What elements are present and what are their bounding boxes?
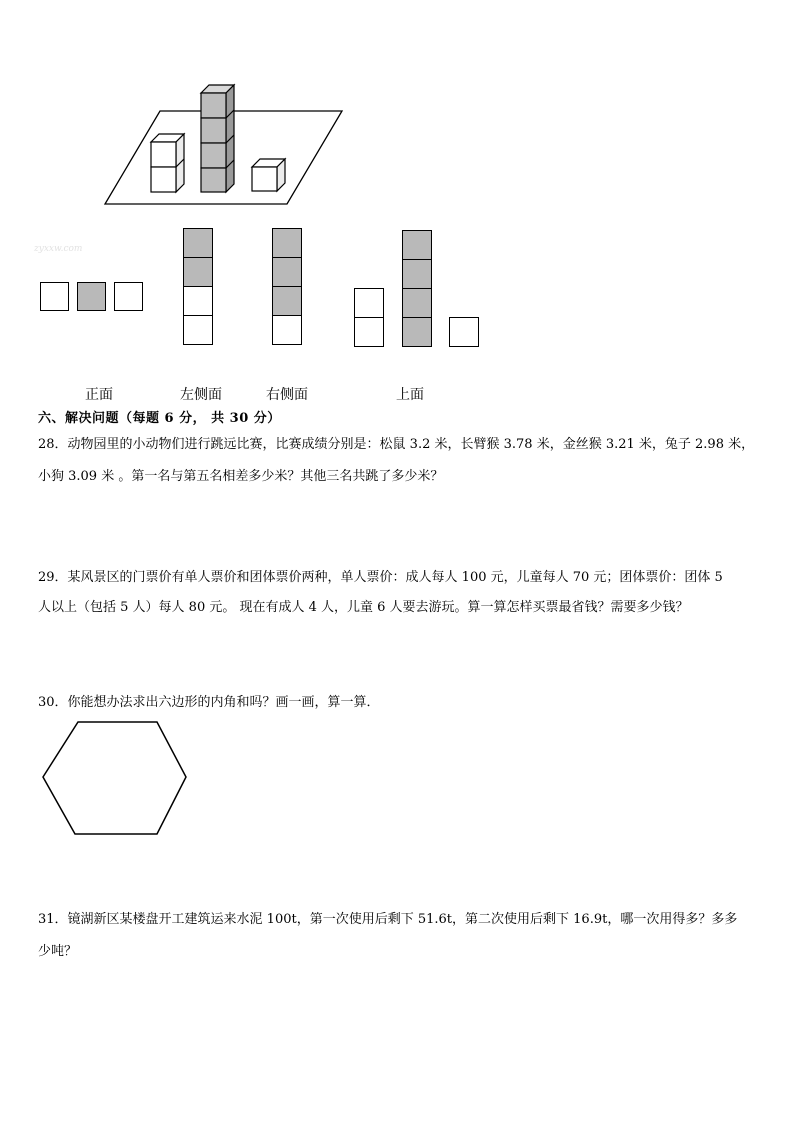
view-label-right: 右侧面	[266, 387, 308, 403]
view-square-shaded	[402, 288, 432, 318]
question-text-line: 小狗 3.09 米 。第一名与第五名相差多少米？其他三名共跳了多少米？	[38, 469, 444, 484]
hexagon-shape	[43, 722, 186, 834]
view-square	[449, 317, 479, 347]
view-square	[354, 288, 384, 318]
view-square	[272, 315, 302, 345]
view-square-shaded	[402, 317, 432, 347]
view-square-shaded	[183, 257, 213, 287]
cube-arrangement-figure	[0, 0, 794, 215]
view-square	[114, 282, 143, 311]
view-square-shaded	[272, 286, 302, 316]
view-square-shaded	[77, 282, 106, 311]
view-square	[40, 282, 69, 311]
question-text-line: 人以上（包括 5 人）每人 80 元。 现在有成人 4 人，儿童 6 人要去游玩。算一算怎样买票最省钱？需要多少钱？	[38, 600, 689, 615]
question-text-line: 29．某风景区的门票价有单人票价和团体票价两种，单人票价：成人每人 100 元，儿童每人 70 元；团体票价：团体 5	[38, 570, 723, 585]
view-label-top: 上面	[396, 387, 424, 403]
view-square	[354, 317, 384, 347]
question-text-line: 30．你能想办法求出六边形的内角和吗？画一画，算一算．	[38, 695, 380, 710]
view-label-front: 正面	[85, 387, 113, 403]
view-square	[183, 286, 213, 316]
section-heading: 六、解决问题（每题 6 分， 共 30 分）	[38, 411, 281, 426]
watermark: zyxxw.com	[34, 244, 83, 254]
middle-cube-stack	[201, 85, 234, 192]
hexagon-figure	[0, 700, 230, 850]
view-square-shaded	[402, 259, 432, 289]
view-square-shaded	[272, 228, 302, 258]
view-square	[183, 315, 213, 345]
view-square-shaded	[402, 230, 432, 260]
view-label-left: 左侧面	[180, 387, 222, 403]
right-single-cube	[252, 159, 285, 191]
view-square-shaded	[272, 257, 302, 287]
question-text-line: 28．动物园里的小动物们进行跳远比赛，比赛成绩分别是：松鼠 3.2 米，长臂猴 3.78 米，金丝猴 3.21 米，兔子 2.98 米，	[38, 437, 755, 452]
question-text-line: 少吨？	[38, 944, 78, 959]
left-cube-stack	[151, 134, 184, 192]
view-square-shaded	[183, 228, 213, 258]
question-text-line: 31．镜湖新区某楼盘开工建筑运来水泥 100t，第一次使用后剩下 51.6t，第二次使用后剩下 16.9t，哪一次用得多？多多	[38, 912, 738, 927]
